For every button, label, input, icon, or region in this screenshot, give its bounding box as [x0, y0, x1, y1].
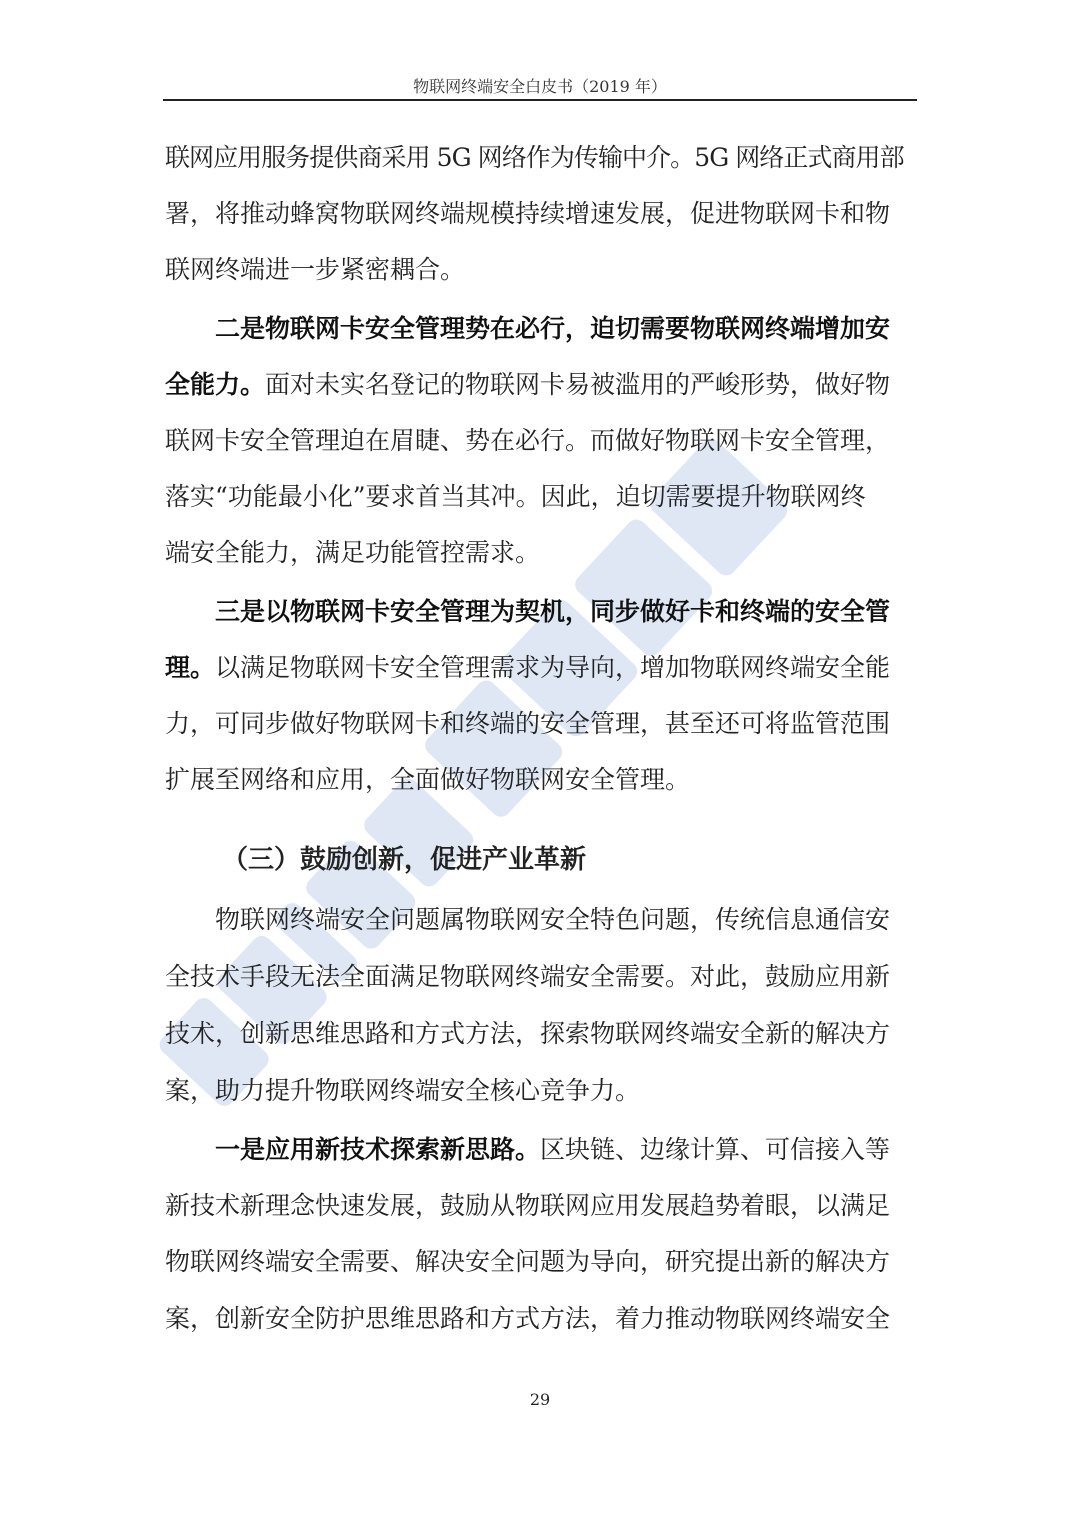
- text-line: [165, 421, 905, 461]
- text-line: [165, 1242, 905, 1282]
- text-line: [165, 704, 905, 744]
- text-line: [215, 309, 905, 349]
- bold-lead-text: 理。: [165, 653, 216, 682]
- body-text: 技术，创新思维思路和方式方法，探索物联网终端安全新的解决方: [165, 1019, 891, 1048]
- text-line: [165, 1186, 905, 1226]
- body-text: 面对未实名登记的物联网卡易被滥用的严峻形势，做好物: [265, 370, 891, 399]
- text-line: [215, 592, 905, 632]
- bold-lead-text: 二是物联网卡安全管理势在必行，迫切需要物联网终端增加安: [215, 314, 891, 343]
- text-line: [165, 138, 905, 178]
- bold-lead-text: 全能力。: [165, 370, 266, 399]
- text-line: [165, 1299, 905, 1339]
- body-text: 案，助力提升物联网终端安全核心竞争力。: [165, 1076, 641, 1105]
- body-text: 区块链、边缘计算、可信接入等: [540, 1135, 891, 1164]
- text-line: [215, 1130, 905, 1170]
- body-text: 联网应用服务提供商采用 5G 网络作为传输中介。5G 网络正式商用部: [165, 143, 904, 172]
- running-header: 物联网终端安全白皮书（2019 年）: [413, 77, 667, 96]
- body-text: 端安全能力，满足功能管控需求。: [165, 538, 541, 567]
- body-text: 扩展至网络和应用，全面做好物联网安全管理。: [165, 765, 691, 794]
- text-line: [165, 533, 905, 573]
- text-line: [165, 250, 905, 290]
- bold-lead-text: 三是以物联网卡安全管理为契机，同步做好卡和终端的安全管: [215, 597, 891, 626]
- page-number: 29: [529, 1390, 551, 1409]
- body-text: 全技术手段无法全面满足物联网终端安全需要。对此，鼓励应用新: [165, 962, 891, 991]
- bold-lead-text: 一是应用新技术探索新思路。: [215, 1135, 541, 1164]
- text-line: [165, 1071, 905, 1111]
- text-line: [165, 1014, 905, 1054]
- text-line: [165, 957, 905, 997]
- body-text: 联网终端进一步紧密耦合。: [165, 255, 466, 284]
- body-text: 以满足物联网卡安全管理需求为导向，增加物联网终端安全能: [215, 653, 891, 682]
- body-text: 力，可同步做好物联网卡和终端的安全管理，甚至还可将监管范围: [165, 709, 891, 738]
- body-text: 落实“功能最小化”要求首当其冲。因此，迫切需要提升物联网终: [165, 482, 866, 511]
- text-line: [165, 365, 905, 405]
- body-text: 案，创新安全防护思维思路和方式方法，着力推动物联网终端安全: [165, 1304, 891, 1333]
- body-text: 联网卡安全管理迫在眉睫、势在必行。而做好物联网卡安全管理，: [165, 426, 891, 455]
- body-text: 物联网终端安全问题属物联网安全特色问题，传统信息通信安: [215, 905, 891, 934]
- section-heading: （三）鼓励创新，促进产业革新: [222, 845, 587, 875]
- body-text: 新技术新理念快速发展，鼓励从物联网应用发展趋势着眼，以满足: [165, 1191, 891, 1220]
- text-line: [165, 648, 905, 688]
- body-text: 署，将推动蜂窝物联网终端规模持续增速发展，促进物联网卡和物: [165, 199, 891, 228]
- text-line: [165, 477, 905, 517]
- text-line: [165, 194, 905, 234]
- header-divider: [163, 99, 917, 101]
- text-line: [215, 900, 905, 940]
- body-text: 物联网终端安全需要、解决安全问题为导向，研究提出新的解决方: [165, 1247, 891, 1276]
- text-line: [165, 760, 905, 800]
